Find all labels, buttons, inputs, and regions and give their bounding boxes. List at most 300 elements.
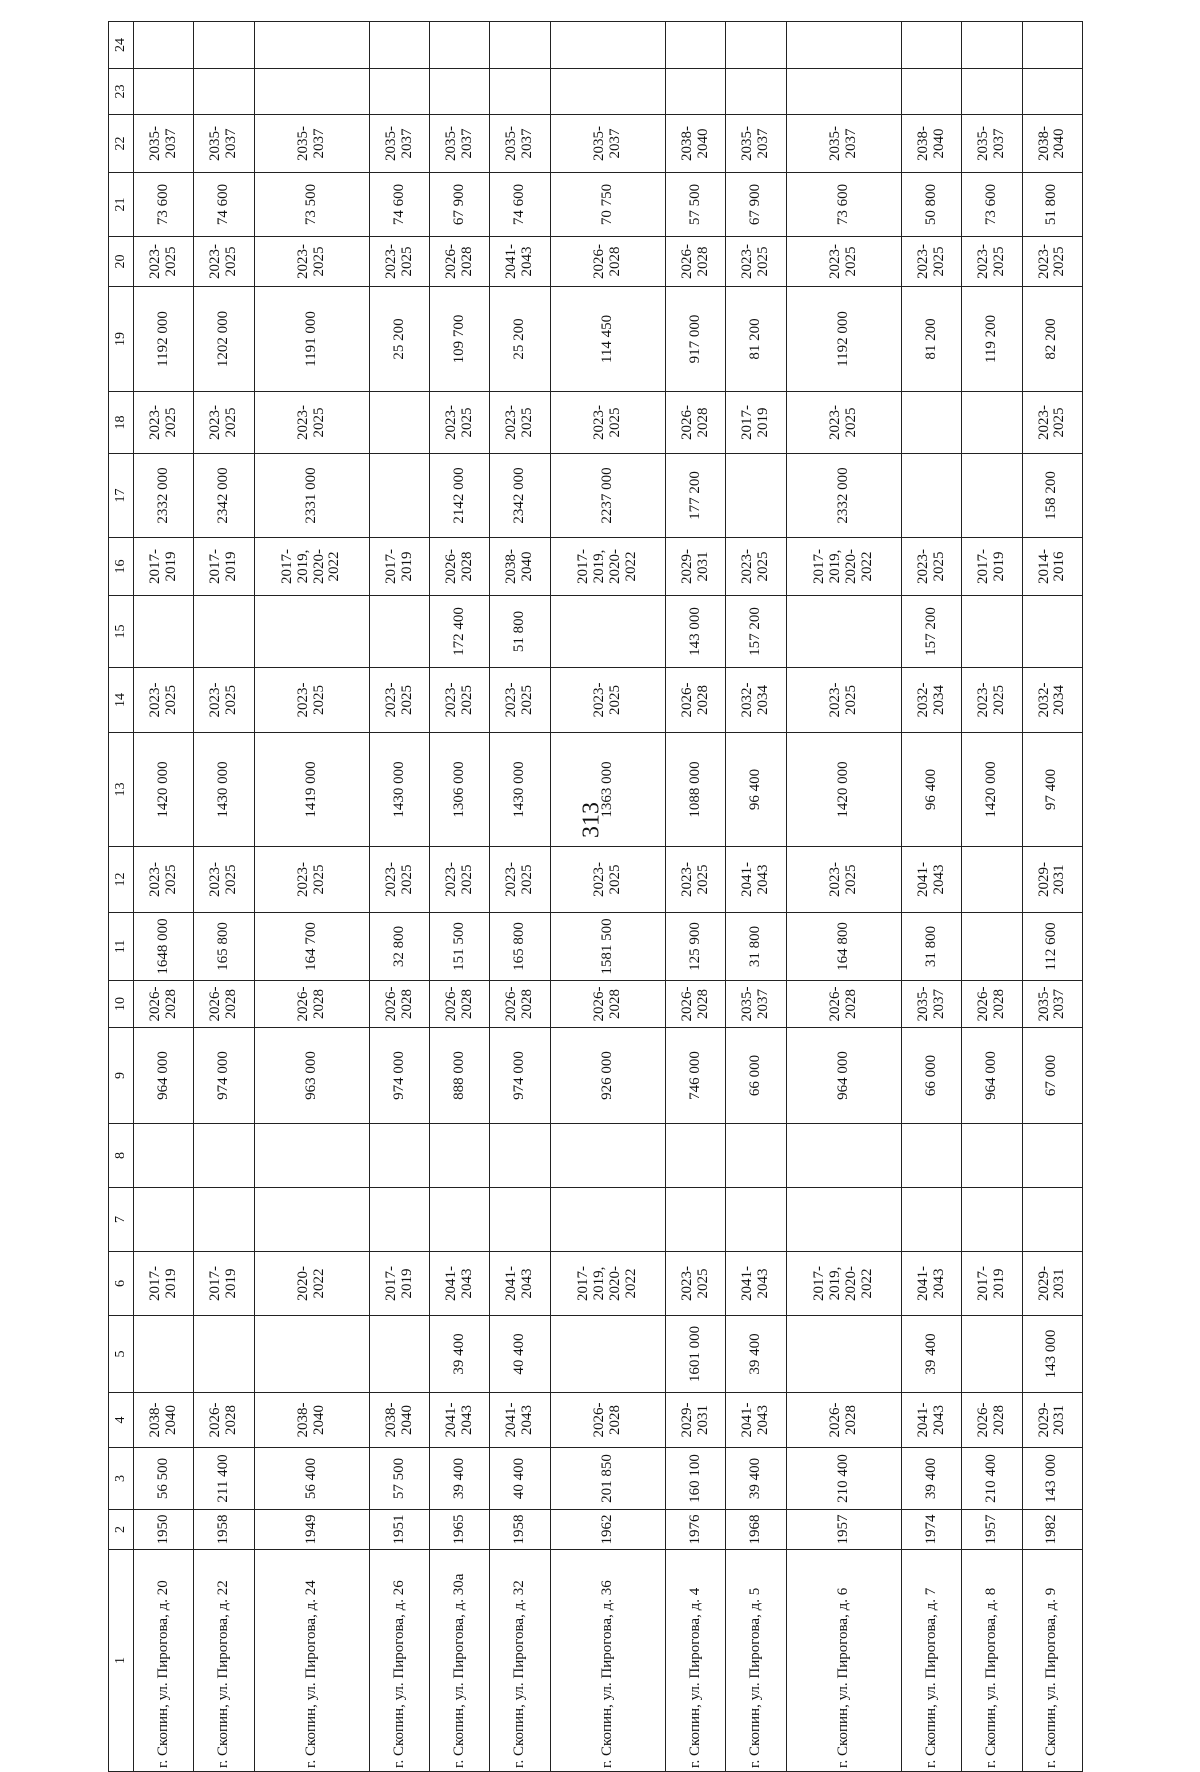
- table-cell: 2331 000: [254, 454, 369, 538]
- table-cell: 143 000: [666, 596, 726, 668]
- table-row: [369, 22, 429, 1772]
- table-cell: [962, 1124, 1022, 1188]
- address-cell: г. Скопин, ул. Пирогова, д. 36: [550, 1550, 665, 1772]
- table-cell: [550, 596, 665, 668]
- table-cell: [550, 1188, 665, 1252]
- table-cell: [134, 1124, 194, 1188]
- table-cell: 2026-2028: [962, 1393, 1022, 1448]
- table-cell: 1430 000: [490, 733, 550, 847]
- table-cell: 1430 000: [194, 733, 254, 847]
- table-cell: 2342 000: [490, 454, 550, 538]
- table-cell: [1022, 1124, 1082, 1188]
- table-cell: 2017-2019: [194, 538, 254, 596]
- table-cell: 2035-2037: [902, 981, 962, 1028]
- column-header: 6: [109, 1252, 134, 1316]
- table-cell: 2041-2043: [490, 1252, 550, 1316]
- table-cell: 1191 000: [254, 287, 369, 392]
- table-cell: 67 900: [726, 173, 786, 237]
- table-cell: 2023-2025: [1022, 237, 1082, 287]
- table-cell: 50 800: [902, 173, 962, 237]
- table-cell: [666, 22, 726, 69]
- table-cell: 2041-2043: [726, 1393, 786, 1448]
- table-cell: 2038-2040: [134, 1393, 194, 1448]
- table-cell: 70 750: [550, 173, 665, 237]
- table-cell: 2032-2034: [1022, 668, 1082, 733]
- table-row: [430, 22, 490, 1772]
- column-header: 11: [109, 913, 134, 981]
- table-cell: 1306 000: [430, 733, 490, 847]
- table-cell: 1419 000: [254, 733, 369, 847]
- column-header: 21: [109, 173, 134, 237]
- table-cell: 2041-2043: [430, 1252, 490, 1316]
- table-cell: 2023-2025: [490, 847, 550, 913]
- address-cell: г. Скопин, ул. Пирогова, д. 26: [369, 1550, 429, 1772]
- page-number: 313: [578, 802, 605, 838]
- table-cell: 157 200: [902, 596, 962, 668]
- table-cell: 2035-2037: [134, 115, 194, 173]
- table-cell: [726, 22, 786, 69]
- table-cell: 2017-2019: [962, 538, 1022, 596]
- table-cell: 974 000: [369, 1028, 429, 1124]
- table-cell: [369, 22, 429, 69]
- table-cell: 2023-2025: [254, 668, 369, 733]
- table-cell: 2023-2025: [550, 847, 665, 913]
- table-cell: 1430 000: [369, 733, 429, 847]
- table-cell: 1957: [962, 1510, 1022, 1550]
- table-cell: 1363 000: [550, 733, 665, 847]
- table-cell: 2017-2019: [194, 1252, 254, 1316]
- column-header: 17: [109, 454, 134, 538]
- table-cell: 1962: [550, 1510, 665, 1550]
- table-cell: 1950: [134, 1510, 194, 1550]
- table-cell: 51 800: [1022, 173, 1082, 237]
- table-cell: 1192 000: [134, 287, 194, 392]
- table-cell: 2023-2025: [430, 847, 490, 913]
- table-row: [786, 22, 901, 1772]
- table-cell: 2026-2028: [550, 981, 665, 1028]
- table-cell: 73 500: [254, 173, 369, 237]
- column-header: 15: [109, 596, 134, 668]
- address-cell: г. Скопин, ул. Пирогова, д. 22: [194, 1550, 254, 1772]
- table-cell: 2017-2019, 2020-2022: [550, 1252, 665, 1316]
- table-cell: 73 600: [962, 173, 1022, 237]
- table-cell: [490, 22, 550, 69]
- table-cell: 2023-2025: [490, 392, 550, 454]
- column-header: 20: [109, 237, 134, 287]
- table-cell: 96 400: [902, 733, 962, 847]
- table-cell: 211 400: [194, 1448, 254, 1510]
- table-cell: 151 500: [430, 913, 490, 981]
- table-cell: 2026-2028: [666, 981, 726, 1028]
- table-cell: 2014-2016: [1022, 538, 1082, 596]
- address-cell: г. Скопин, ул. Пирогова, д. 7: [902, 1550, 962, 1772]
- table-cell: 73 600: [786, 173, 901, 237]
- table-cell: 2035-2037: [1022, 981, 1082, 1028]
- table-cell: [962, 1188, 1022, 1252]
- table-cell: 2332 000: [786, 454, 901, 538]
- table-cell: 164 700: [254, 913, 369, 981]
- address-cell: г. Скопин, ул. Пирогова, д. 24: [254, 1550, 369, 1772]
- table-cell: 2026-2028: [194, 981, 254, 1028]
- address-cell: г. Скопин, ул. Пирогова, д. 20: [134, 1550, 194, 1772]
- table-cell: 2035-2037: [726, 981, 786, 1028]
- table-cell: 2032-2034: [726, 668, 786, 733]
- table-cell: [726, 1188, 786, 1252]
- table-cell: 2023-2025: [134, 392, 194, 454]
- table-cell: [962, 913, 1022, 981]
- table-row: [666, 22, 726, 1772]
- table-cell: 57 500: [369, 1448, 429, 1510]
- table-cell: [902, 1188, 962, 1252]
- table-cell: 2026-2028: [786, 981, 901, 1028]
- table-cell: 917 000: [666, 287, 726, 392]
- table-cell: [550, 1316, 665, 1393]
- table-cell: [726, 454, 786, 538]
- table-cell: 1976: [666, 1510, 726, 1550]
- table-cell: 1951: [369, 1510, 429, 1550]
- table-cell: 2023-2025: [430, 392, 490, 454]
- table-cell: 2026-2028: [430, 237, 490, 287]
- table-cell: [786, 1124, 901, 1188]
- table-cell: 2026-2028: [430, 538, 490, 596]
- table-row: [490, 22, 550, 1772]
- table-cell: 164 800: [786, 913, 901, 981]
- table-cell: 1192 000: [786, 287, 901, 392]
- table-cell: 2026-2028: [369, 981, 429, 1028]
- table-cell: 2023-2025: [726, 237, 786, 287]
- table-cell: 2038-2040: [254, 1393, 369, 1448]
- table-cell: 1949: [254, 1510, 369, 1550]
- table-cell: 2026-2028: [786, 1393, 901, 1448]
- table-cell: 2032-2034: [902, 668, 962, 733]
- table-cell: 1965: [430, 1510, 490, 1550]
- table-cell: [194, 596, 254, 668]
- table-cell: 201 850: [550, 1448, 665, 1510]
- table-cell: 2035-2037: [369, 115, 429, 173]
- table-row: [134, 22, 194, 1772]
- table-cell: 97 400: [1022, 733, 1082, 847]
- table-cell: 2023-2025: [490, 668, 550, 733]
- table-cell: [194, 69, 254, 115]
- table-cell: 2023-2025: [786, 847, 901, 913]
- table-cell: [666, 1124, 726, 1188]
- header-row: [109, 22, 134, 1772]
- table-cell: 210 400: [962, 1448, 1022, 1510]
- table-cell: 2023-2025: [194, 392, 254, 454]
- table-cell: 2041-2043: [490, 237, 550, 287]
- table-cell: 74 600: [194, 173, 254, 237]
- table-cell: 2023-2025: [194, 237, 254, 287]
- column-header: 1: [109, 1550, 134, 1772]
- table-cell: [490, 1124, 550, 1188]
- table-cell: 2023-2025: [1022, 392, 1082, 454]
- table-cell: 1420 000: [962, 733, 1022, 847]
- table-cell: [254, 22, 369, 69]
- table-cell: 2023-2025: [666, 1252, 726, 1316]
- table-cell: 2023-2025: [666, 847, 726, 913]
- table-cell: 67 900: [430, 173, 490, 237]
- table-cell: 2023-2025: [550, 668, 665, 733]
- table-cell: 39 400: [902, 1316, 962, 1393]
- table-cell: 2023-2025: [254, 392, 369, 454]
- table-cell: 2041-2043: [902, 1393, 962, 1448]
- table-cell: [254, 1316, 369, 1393]
- table-cell: 2041-2043: [902, 1252, 962, 1316]
- table-cell: 2017-2019: [369, 1252, 429, 1316]
- table-cell: 2142 000: [430, 454, 490, 538]
- table-cell: 2017-2019, 2020-2022: [786, 538, 901, 596]
- table-cell: 2035-2037: [550, 115, 665, 173]
- table-cell: 74 600: [369, 173, 429, 237]
- table-cell: 2026-2028: [666, 392, 726, 454]
- table-cell: 2035-2037: [962, 115, 1022, 173]
- table-cell: 2017-2019: [962, 1252, 1022, 1316]
- table-cell: 2035-2037: [194, 115, 254, 173]
- column-header: 7: [109, 1188, 134, 1252]
- table-cell: 177 200: [666, 454, 726, 538]
- table-cell: 109 700: [430, 287, 490, 392]
- table-cell: 2023-2025: [550, 392, 665, 454]
- table-cell: 2029-2031: [1022, 1252, 1082, 1316]
- table-cell: [369, 1124, 429, 1188]
- table-cell: 1420 000: [786, 733, 901, 847]
- table-cell: 2023-2025: [962, 237, 1022, 287]
- table-cell: [134, 596, 194, 668]
- table-cell: 96 400: [726, 733, 786, 847]
- table-cell: 2041-2043: [430, 1393, 490, 1448]
- table-cell: 2023-2025: [726, 538, 786, 596]
- table-cell: 974 000: [490, 1028, 550, 1124]
- table-cell: [550, 1124, 665, 1188]
- table-cell: 2017-2019, 2020-2022: [254, 538, 369, 596]
- table-cell: [369, 596, 429, 668]
- column-header: 12: [109, 847, 134, 913]
- column-header: 18: [109, 392, 134, 454]
- table-cell: 165 800: [490, 913, 550, 981]
- table-cell: [194, 1188, 254, 1252]
- table-cell: 2026-2028: [962, 981, 1022, 1028]
- table-cell: 963 000: [254, 1028, 369, 1124]
- table-cell: 2029-2031: [1022, 847, 1082, 913]
- table-cell: 2023-2025: [962, 668, 1022, 733]
- column-header: 5: [109, 1316, 134, 1393]
- table-cell: 2026-2028: [666, 668, 726, 733]
- table-cell: 2023-2025: [369, 237, 429, 287]
- column-header: 22: [109, 115, 134, 173]
- column-header: 9: [109, 1028, 134, 1124]
- table-row: [726, 22, 786, 1772]
- table-cell: [962, 454, 1022, 538]
- table-cell: [1022, 596, 1082, 668]
- table-cell: [550, 69, 665, 115]
- table-cell: 56 400: [254, 1448, 369, 1510]
- table-cell: [550, 22, 665, 69]
- table-cell: 56 500: [134, 1448, 194, 1510]
- table-cell: 746 000: [666, 1028, 726, 1124]
- column-header: 3: [109, 1448, 134, 1510]
- table-cell: [902, 22, 962, 69]
- table-cell: [490, 69, 550, 115]
- table-cell: 2041-2043: [726, 1252, 786, 1316]
- table-cell: 2023-2025: [369, 847, 429, 913]
- table-cell: 2029-2031: [1022, 1393, 1082, 1448]
- table-cell: 1581 500: [550, 913, 665, 981]
- table-cell: [134, 1316, 194, 1393]
- table-cell: [430, 1124, 490, 1188]
- table-cell: 2035-2037: [254, 115, 369, 173]
- table-cell: 31 800: [902, 913, 962, 981]
- table-cell: 926 000: [550, 1028, 665, 1124]
- table-cell: 2023-2025: [786, 392, 901, 454]
- table-cell: 2017-2019, 2020-2022: [550, 538, 665, 596]
- table-cell: 2020-2022: [254, 1252, 369, 1316]
- table-cell: 160 100: [666, 1448, 726, 1510]
- table-cell: [369, 69, 429, 115]
- column-header: 10: [109, 981, 134, 1028]
- address-cell: г. Скопин, ул. Пирогова, д. 30а: [430, 1550, 490, 1772]
- table-cell: 39 400: [430, 1316, 490, 1393]
- table-cell: 2023-2025: [902, 237, 962, 287]
- table-cell: 2023-2025: [369, 668, 429, 733]
- table-cell: 143 000: [1022, 1316, 1082, 1393]
- table-cell: [254, 69, 369, 115]
- table-cell: [490, 1188, 550, 1252]
- table-cell: 73 600: [134, 173, 194, 237]
- table-cell: [962, 847, 1022, 913]
- table-cell: [430, 22, 490, 69]
- table-cell: 2035-2037: [490, 115, 550, 173]
- table-cell: 2237 000: [550, 454, 665, 538]
- table-cell: 2029-2031: [666, 1393, 726, 1448]
- table-cell: [786, 1188, 901, 1252]
- table-row: [550, 22, 665, 1772]
- table-cell: 119 200: [962, 287, 1022, 392]
- column-header: 8: [109, 1124, 134, 1188]
- table-cell: 2342 000: [194, 454, 254, 538]
- table-cell: 2017-2019: [369, 538, 429, 596]
- column-header: 16: [109, 538, 134, 596]
- table-cell: 2026-2028: [134, 981, 194, 1028]
- table-cell: [369, 1316, 429, 1393]
- table-cell: 25 200: [369, 287, 429, 392]
- table-cell: 66 000: [902, 1028, 962, 1124]
- table-cell: [902, 69, 962, 115]
- table-cell: 81 200: [726, 287, 786, 392]
- address-cell: г. Скопин, ул. Пирогова, д. 8: [962, 1550, 1022, 1772]
- table-cell: 964 000: [786, 1028, 901, 1124]
- table-cell: [962, 596, 1022, 668]
- table-cell: 39 400: [902, 1448, 962, 1510]
- table-cell: [902, 392, 962, 454]
- table-cell: 1974: [902, 1510, 962, 1550]
- table-cell: [962, 1316, 1022, 1393]
- table-cell: [962, 392, 1022, 454]
- table-cell: [786, 22, 901, 69]
- table-cell: 2038-2040: [369, 1393, 429, 1448]
- table-cell: [1022, 69, 1082, 115]
- table-cell: 210 400: [786, 1448, 901, 1510]
- column-header: 19: [109, 287, 134, 392]
- table-cell: 74 600: [490, 173, 550, 237]
- address-cell: г. Скопин, ул. Пирогова, д. 32: [490, 1550, 550, 1772]
- table-cell: [962, 22, 1022, 69]
- table-cell: [194, 22, 254, 69]
- table-cell: [134, 1188, 194, 1252]
- table-cell: [902, 454, 962, 538]
- table-cell: 2026-2028: [254, 981, 369, 1028]
- table-cell: 112 600: [1022, 913, 1082, 981]
- table-cell: 2023-2025: [134, 237, 194, 287]
- table-cell: 1088 000: [666, 733, 726, 847]
- table-cell: 2026-2028: [550, 1393, 665, 1448]
- address-cell: г. Скопин, ул. Пирогова, д. 5: [726, 1550, 786, 1772]
- table-cell: 39 400: [726, 1316, 786, 1393]
- table-cell: 40 400: [490, 1316, 550, 1393]
- table-cell: 2026-2028: [550, 237, 665, 287]
- table-cell: 2035-2037: [726, 115, 786, 173]
- table-cell: 2035-2037: [430, 115, 490, 173]
- table-cell: [786, 69, 901, 115]
- table-cell: [194, 1316, 254, 1393]
- table-cell: 2023-2025: [194, 668, 254, 733]
- table-row: [254, 22, 369, 1772]
- table-cell: [430, 69, 490, 115]
- table-cell: 974 000: [194, 1028, 254, 1124]
- table-cell: 1202 000: [194, 287, 254, 392]
- table-cell: 57 500: [666, 173, 726, 237]
- table-cell: [726, 69, 786, 115]
- table-cell: 2038-2040: [902, 115, 962, 173]
- table-cell: [1022, 1188, 1082, 1252]
- column-header: 13: [109, 733, 134, 847]
- table-cell: [369, 1188, 429, 1252]
- table-cell: [666, 69, 726, 115]
- table-cell: 964 000: [962, 1028, 1022, 1124]
- table-cell: 66 000: [726, 1028, 786, 1124]
- table-cell: 2017-2019: [134, 538, 194, 596]
- table-cell: 157 200: [726, 596, 786, 668]
- table-cell: [254, 1188, 369, 1252]
- table-cell: 2023-2025: [902, 538, 962, 596]
- table-cell: 125 900: [666, 913, 726, 981]
- table-cell: 2023-2025: [786, 237, 901, 287]
- table-cell: [134, 69, 194, 115]
- table-cell: [430, 1188, 490, 1252]
- table-cell: 1982: [1022, 1510, 1082, 1550]
- table-cell: 39 400: [726, 1448, 786, 1510]
- table-cell: 2026-2028: [490, 981, 550, 1028]
- table-cell: 143 000: [1022, 1448, 1082, 1510]
- table-cell: 1968: [726, 1510, 786, 1550]
- table-cell: 2041-2043: [490, 1393, 550, 1448]
- table-cell: 2023-2025: [786, 668, 901, 733]
- table-cell: 2038-2040: [666, 115, 726, 173]
- table-cell: [254, 596, 369, 668]
- column-header: 14: [109, 668, 134, 733]
- table-cell: 2038-2040: [490, 538, 550, 596]
- address-cell: г. Скопин, ул. Пирогова, д. 4: [666, 1550, 726, 1772]
- table-cell: 40 400: [490, 1448, 550, 1510]
- table-cell: 1601 000: [666, 1316, 726, 1393]
- table-cell: 888 000: [430, 1028, 490, 1124]
- table-cell: 1958: [490, 1510, 550, 1550]
- table-cell: [369, 392, 429, 454]
- table-cell: [786, 596, 901, 668]
- table-cell: 2035-2037: [786, 115, 901, 173]
- table-cell: 2023-2025: [134, 847, 194, 913]
- table-cell: [902, 1124, 962, 1188]
- table-row: [1022, 22, 1082, 1772]
